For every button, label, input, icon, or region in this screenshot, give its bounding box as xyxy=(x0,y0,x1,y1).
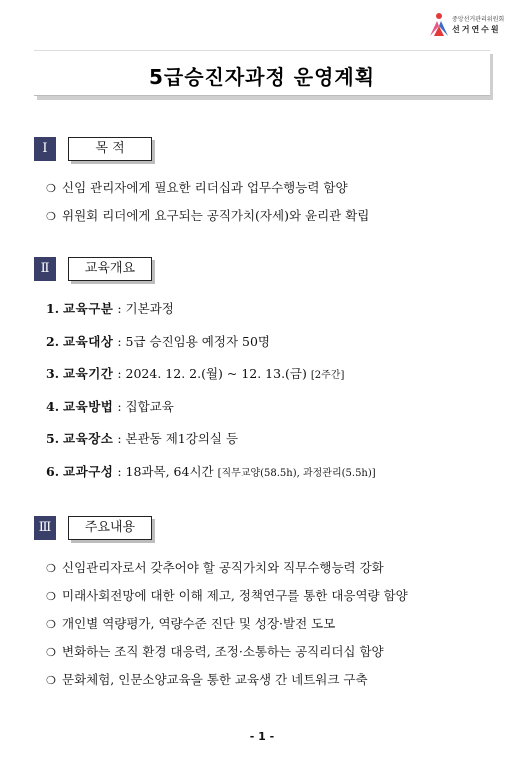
logo-text-institute: 선거연수원 xyxy=(452,25,501,34)
list-item: ❍ 변화하는 조직 환경 대응력, 조정·소통하는 공직리더십 함양 xyxy=(46,638,408,666)
bullet-circle-icon: ❍ xyxy=(46,590,56,603)
logo-emblem-icon xyxy=(428,12,450,38)
section-number-badge: Ⅱ xyxy=(34,257,56,281)
list-item: ❍ 신임관리자로서 갖추어야 할 공직가치와 직무수행능력 강화 xyxy=(46,554,408,582)
list-item: 1. 교육구분 : 기본과정 xyxy=(46,301,174,316)
overview-list xyxy=(46,296,376,491)
section-number-badge: Ⅲ xyxy=(34,516,56,540)
bullet-circle-icon: ❍ xyxy=(46,618,56,631)
section-number-badge: Ⅰ xyxy=(34,137,56,161)
list-item: 4. 교육방법 : 집합교육 xyxy=(46,398,174,414)
logo-text-org: 중앙선거관리위원회 xyxy=(452,16,505,23)
list-item: ❍ 위원회 리더에게 요구되는 공직가치(자세)와 윤리관 확립 xyxy=(46,202,369,230)
bullet-circle-icon: ❍ xyxy=(46,562,56,575)
contents-list xyxy=(46,554,408,694)
bullet-circle-icon: ❍ xyxy=(46,674,56,687)
section-title: 주요내용 xyxy=(68,516,152,540)
page-number: - 1 - xyxy=(249,730,275,743)
bullet-circle-icon: ❍ xyxy=(46,646,56,659)
list-item: 3. 교육기간 : 2024. 12. 2.(월) ~ 12. 13.(금) [2주간] xyxy=(46,366,345,381)
list-item: 2. 교육대상 : 5급 승진임용 예정자 50명 xyxy=(46,333,270,349)
list-item: ❍ 문화체험, 인문소양교육을 통한 교육생 간 네트워크 구축 xyxy=(46,666,408,694)
organization-logo xyxy=(428,10,510,40)
list-item: ❍ 개인별 역량평가, 역량수준 진단 및 성장·발전 도모 xyxy=(46,610,408,638)
bullet-circle-icon: ❍ xyxy=(46,210,56,223)
title-box xyxy=(34,50,490,96)
list-item: 6. 교과구성 : 18과목, 64시간 [직무교양(58.5h), 과정관리(5.5h)] xyxy=(46,463,376,479)
section-title: 교육개요 xyxy=(68,257,152,281)
list-item: ❍ 신임 관리자에게 필요한 리더십과 업무수행능력 함양 xyxy=(46,174,369,202)
bullet-circle-icon: ❍ xyxy=(46,182,56,195)
section-title: 목 적 xyxy=(68,137,152,161)
page-title: 5급승진자과정 운영계획 xyxy=(148,65,376,89)
list-item: ❍ 미래사회전망에 대한 이해 제고, 정책연구를 통한 대응역량 함양 xyxy=(46,582,408,610)
list-item: 5. 교육장소 : 본관동 제1강의실 등 xyxy=(46,431,239,446)
purpose-list xyxy=(46,174,369,230)
